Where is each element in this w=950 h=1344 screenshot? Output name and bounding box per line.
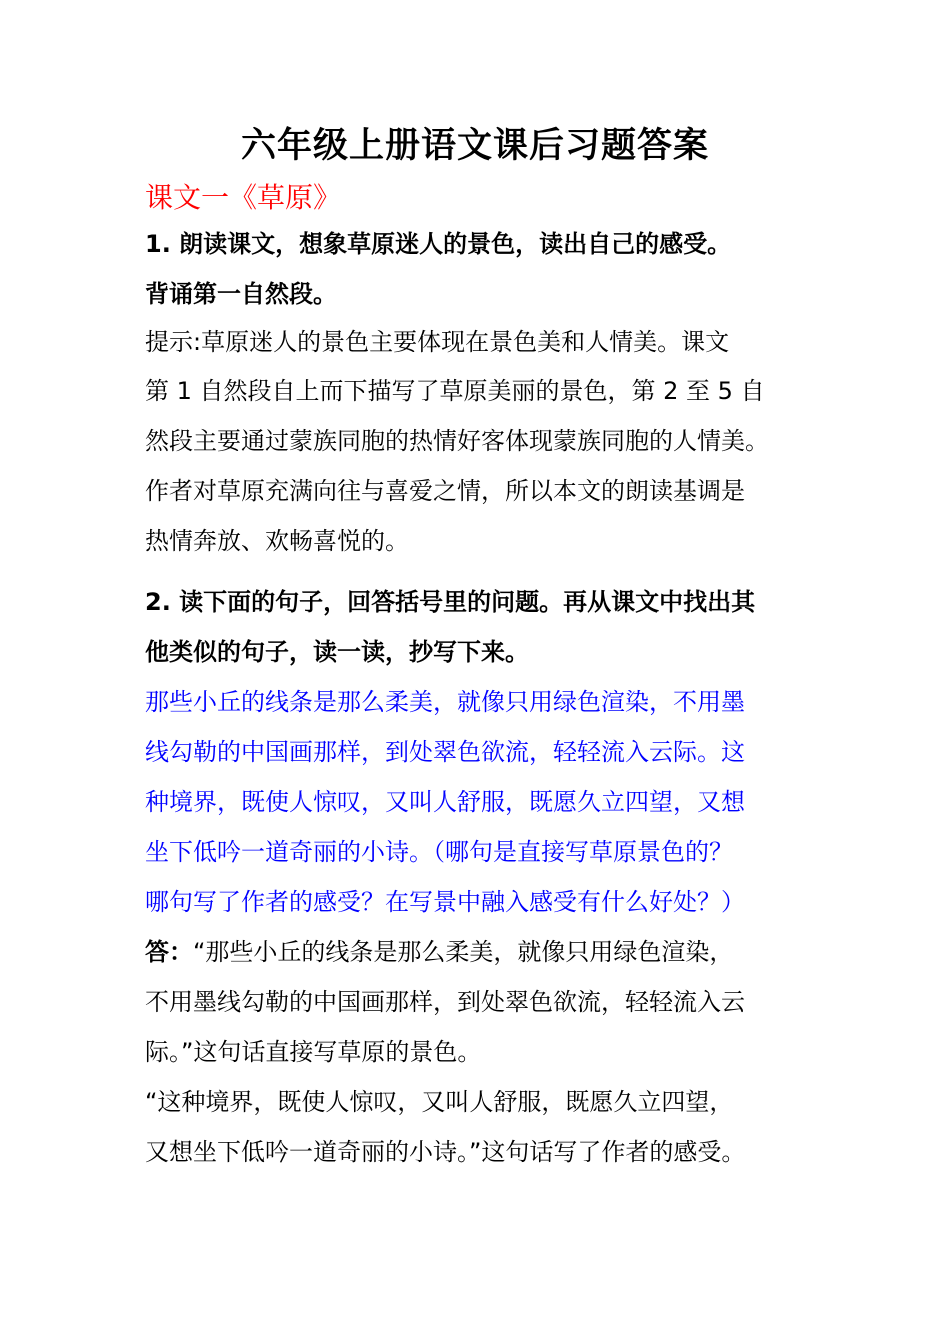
quote-2-line: 那些小丘的线条是那么柔美，就像只用绿色渲染，不用墨 bbox=[145, 688, 745, 716]
hint-1-line: 热情奔放、欢畅喜悦的。 bbox=[145, 527, 409, 555]
quote-2-line: 哪句写了作者的感受？在写景中融入感受有什么好处？） bbox=[145, 888, 745, 916]
answer-2-text: “那些小丘的线条是那么柔美，就像只用绿色渲染， bbox=[193, 938, 734, 966]
answer-2-first-line bbox=[145, 938, 733, 967]
hint-1-line: 提示:草原迷人的景色主要体现在景色美和人情美。课文 bbox=[145, 328, 730, 356]
answer-2-line: 际。”这句话直接写草原的景色。 bbox=[145, 1038, 482, 1066]
hint-1-line: 然段主要通过蒙族同胞的热情好客体现蒙族同胞的人情美。 bbox=[145, 427, 769, 455]
answer-2-line: “这种境界，既使人惊叹，又叫人舒服，既愿久立四望， bbox=[145, 1088, 734, 1116]
question-1-line: 1. 朗读课文，想象草原迷人的景色，读出自己的感受。 bbox=[145, 230, 732, 258]
answer-2-line: 又想坐下低吟一道奇丽的小诗。”这句话写了作者的感受。 bbox=[145, 1138, 746, 1166]
quote-2-line: 种境界，既使人惊叹，又叫人舒服，既愿久立四望，又想 bbox=[145, 788, 745, 816]
quote-2-line: 线勾勒的中国画那样，到处翠色欲流，轻轻流入云际。这 bbox=[145, 738, 745, 766]
question-2-line: 2. 读下面的句子，回答括号里的问题。再从课文中找出其 bbox=[145, 588, 756, 616]
quote-2-line: 坐下低吟一道奇丽的小诗。（哪句是直接写草原景色的？ bbox=[145, 838, 733, 866]
question-2-line: 他类似的句子，读一读，抄写下来。 bbox=[145, 638, 529, 666]
document-title: 六年级上册语文课后习题答案 bbox=[240, 126, 709, 166]
hint-1-line: 作者对草原充满向往与喜爱之情，所以本文的朗读基调是 bbox=[145, 477, 745, 505]
lesson-heading: 课文一《草原》 bbox=[145, 181, 342, 214]
answer-2-line: 不用墨线勾勒的中国画那样，到处翠色欲流，轻轻流入云 bbox=[145, 988, 745, 1016]
question-1-line: 背诵第一自然段。 bbox=[145, 280, 337, 308]
answer-label: 答： bbox=[145, 938, 193, 966]
hint-1-line: 第 1 自然段自上而下描写了草原美丽的景色，第 2 至 5 自 bbox=[145, 377, 765, 405]
